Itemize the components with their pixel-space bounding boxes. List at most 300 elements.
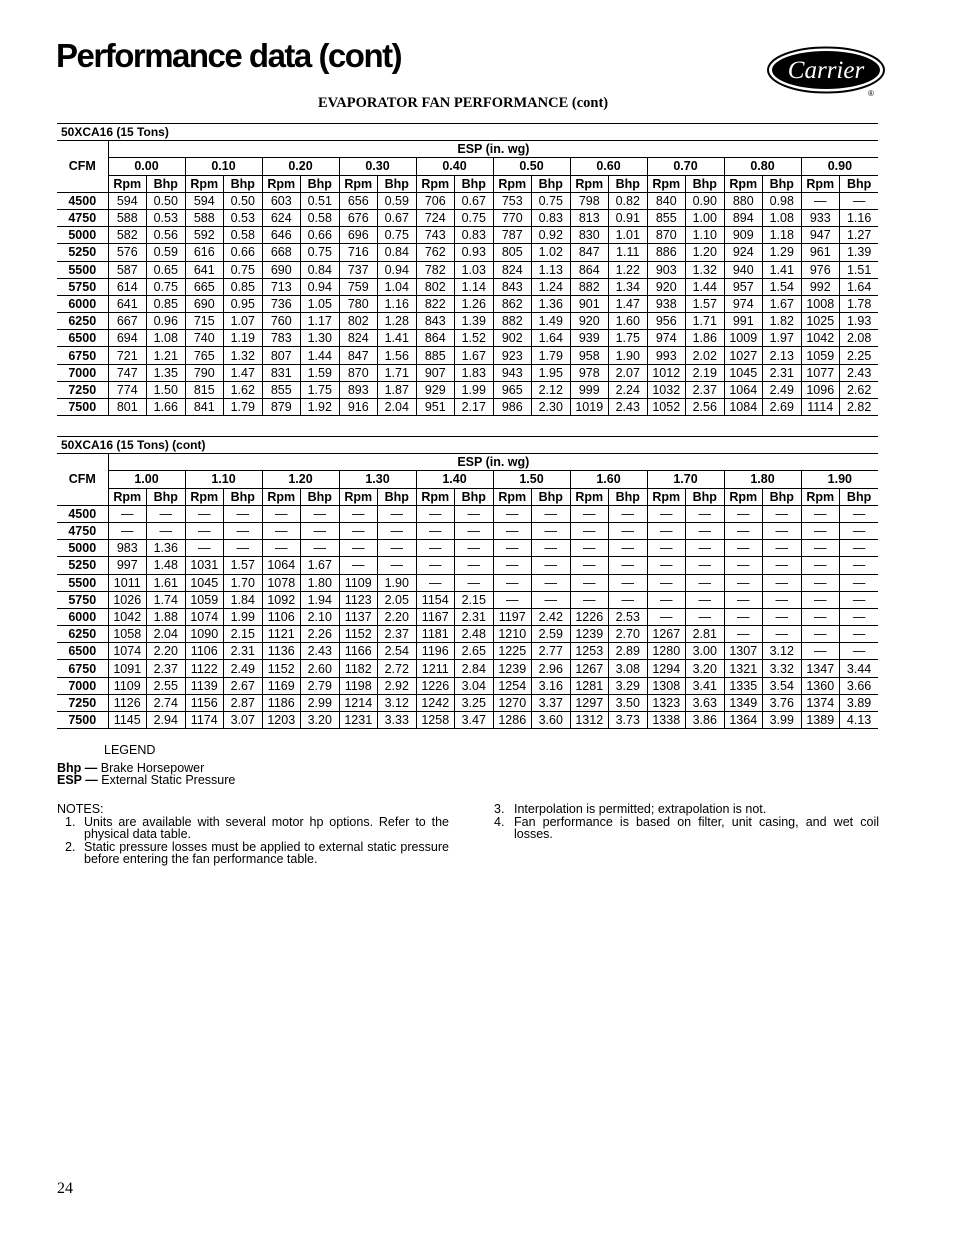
notes-column-right — [494, 803, 879, 841]
rpm-value: 907 — [416, 364, 455, 381]
rpm-value: 978 — [570, 364, 609, 381]
cfm-value: 7500 — [57, 399, 108, 416]
rpm-value: 594 — [185, 192, 224, 209]
bhp-value: — — [378, 505, 417, 522]
rpm-value: — — [416, 574, 455, 591]
rpm-value: 690 — [262, 261, 301, 278]
bhp-value: 0.75 — [378, 227, 417, 244]
bhp-value: 1.18 — [763, 227, 802, 244]
cfm-value: 4500 — [57, 505, 108, 522]
bhp-value: 1.01 — [609, 227, 648, 244]
bhp-value: 0.75 — [532, 192, 571, 209]
bhp-value: 1.26 — [455, 295, 494, 312]
bhp-value: 1.67 — [763, 295, 802, 312]
table-row — [57, 540, 878, 557]
rpm-value: — — [801, 574, 840, 591]
bhp-value: 2.31 — [224, 643, 263, 660]
cfm-value: 5000 — [57, 227, 108, 244]
bhp-value: 1.67 — [301, 557, 340, 574]
rpm-value: — — [724, 626, 763, 643]
rpm-value: 862 — [493, 295, 532, 312]
rpm-value: 1198 — [339, 677, 378, 694]
rpm-header: Rpm — [647, 488, 686, 505]
table-row — [57, 643, 878, 660]
notes-column-left — [57, 816, 449, 866]
rpm-value: 747 — [108, 364, 147, 381]
bhp-value: 2.26 — [301, 626, 340, 643]
rpm-value: — — [570, 557, 609, 574]
table-row — [57, 261, 878, 278]
rpm-value: 774 — [108, 381, 147, 398]
rpm-value: 1126 — [108, 694, 147, 711]
rpm-value: 588 — [185, 209, 224, 226]
bhp-value: 0.67 — [455, 192, 494, 209]
note-text: Units are available with several motor hp options. Refer to the physical data table. — [84, 814, 449, 841]
bhp-value: — — [455, 557, 494, 574]
rpm-value: 1214 — [339, 694, 378, 711]
bhp-value: — — [147, 522, 186, 539]
bhp-value: 1.86 — [686, 330, 725, 347]
rpm-value: 665 — [185, 278, 224, 295]
cfm-value: 5750 — [57, 591, 108, 608]
table-row — [57, 557, 878, 574]
rpm-value: 743 — [416, 227, 455, 244]
bhp-value: 1.57 — [686, 295, 725, 312]
rpm-value: 690 — [185, 295, 224, 312]
rpm-value: 1239 — [570, 626, 609, 643]
bhp-value: 3.33 — [378, 712, 417, 729]
rpm-value: — — [801, 557, 840, 574]
rpm-value: — — [647, 540, 686, 557]
rpm-value: — — [339, 540, 378, 557]
bhp-value: 1.00 — [686, 209, 725, 226]
bhp-value: — — [763, 574, 802, 591]
bhp-value: 1.04 — [378, 278, 417, 295]
rpm-value: 1042 — [108, 608, 147, 625]
rpm-value: 831 — [262, 364, 301, 381]
rpm-value: 1058 — [108, 626, 147, 643]
rpm-value: 1152 — [262, 660, 301, 677]
rpm-value: 847 — [339, 347, 378, 364]
bhp-value: 0.82 — [609, 192, 648, 209]
bhp-value: 0.85 — [147, 295, 186, 312]
bhp-value: 0.59 — [147, 244, 186, 261]
rpm-value: 1092 — [262, 591, 301, 608]
bhp-value: 1.95 — [532, 364, 571, 381]
rpm-value: — — [493, 574, 532, 591]
rpm-header: Rpm — [185, 488, 224, 505]
rpm-value: — — [647, 608, 686, 625]
rpm-value: 951 — [416, 399, 455, 416]
bhp-value: 3.00 — [686, 643, 725, 660]
rpm-value: 1106 — [262, 608, 301, 625]
rpm-value: 1009 — [724, 330, 763, 347]
fan-performance-table — [57, 123, 878, 416]
rpm-value: 1019 — [570, 399, 609, 416]
rpm-value: 965 — [493, 381, 532, 398]
rpm-value: 1323 — [647, 694, 686, 711]
bhp-value: 1.80 — [301, 574, 340, 591]
bhp-value: 2.07 — [609, 364, 648, 381]
bhp-value: 0.92 — [532, 227, 571, 244]
bhp-value: 1.66 — [147, 399, 186, 416]
rpm-value: 1064 — [724, 381, 763, 398]
bhp-value: 3.60 — [532, 712, 571, 729]
bhp-value: 0.59 — [378, 192, 417, 209]
rpm-value: 1253 — [570, 643, 609, 660]
rpm-value: 974 — [724, 295, 763, 312]
bhp-value: 2.15 — [455, 591, 494, 608]
table-label-row — [57, 437, 878, 454]
bhp-value: 1.36 — [147, 540, 186, 557]
bhp-header: Bhp — [224, 488, 263, 505]
bhp-value: 0.56 — [147, 227, 186, 244]
rpm-value: 737 — [339, 261, 378, 278]
bhp-value: 1.75 — [609, 330, 648, 347]
rpm-value: 1106 — [185, 643, 224, 660]
bhp-value: 0.83 — [532, 209, 571, 226]
esp-header: ESP (in. wg) — [108, 454, 878, 471]
bhp-value: 1.36 — [532, 295, 571, 312]
bhp-value: 1.03 — [455, 261, 494, 278]
bhp-value: — — [686, 608, 725, 625]
rpm-value: 1181 — [416, 626, 455, 643]
rpm-value: 841 — [185, 399, 224, 416]
rpm-value: 940 — [724, 261, 763, 278]
bhp-value: 0.83 — [455, 227, 494, 244]
note-number: 4. — [494, 814, 505, 829]
rpm-value: 1078 — [262, 574, 301, 591]
note-number: 2. — [65, 839, 76, 854]
rpm-value: 893 — [339, 381, 378, 398]
rpm-value: 783 — [262, 330, 301, 347]
rpm-value: 1186 — [262, 694, 301, 711]
esp-value: 1.30 — [339, 471, 416, 488]
bhp-value: — — [840, 574, 879, 591]
bhp-value: — — [301, 540, 340, 557]
rpm-value: 576 — [108, 244, 147, 261]
bhp-value: 2.04 — [147, 626, 186, 643]
bhp-value: 1.35 — [147, 364, 186, 381]
rpm-value: 667 — [108, 313, 147, 330]
bhp-value: 2.72 — [378, 660, 417, 677]
rpm-value: 924 — [724, 244, 763, 261]
rpm-value: 1281 — [570, 677, 609, 694]
note-item — [494, 816, 879, 841]
bhp-value: — — [609, 522, 648, 539]
esp-value: 0.60 — [570, 158, 647, 175]
bhp-value: 0.58 — [301, 209, 340, 226]
rpm-value: — — [262, 540, 301, 557]
rpm-value: 787 — [493, 227, 532, 244]
rpm-value: 894 — [724, 209, 763, 226]
rpm-value: — — [724, 608, 763, 625]
table-row — [57, 399, 878, 416]
rpm-value: 694 — [108, 330, 147, 347]
bhp-value: 0.58 — [224, 227, 263, 244]
rpm-value: — — [570, 540, 609, 557]
bhp-value: 3.50 — [609, 694, 648, 711]
rpm-value: 1011 — [108, 574, 147, 591]
rpm-value: — — [570, 574, 609, 591]
rpm-header: Rpm — [108, 488, 147, 505]
esp-header-row — [57, 454, 878, 471]
notes-title: NOTES: — [57, 802, 104, 816]
cfm-value: 5250 — [57, 557, 108, 574]
bhp-value: — — [532, 522, 571, 539]
bhp-value: — — [532, 574, 571, 591]
rpm-value: 587 — [108, 261, 147, 278]
rpm-value: 759 — [339, 278, 378, 295]
rpm-value: 1349 — [724, 694, 763, 711]
bhp-value: 1.57 — [224, 557, 263, 574]
cfm-value: 6750 — [57, 347, 108, 364]
rpm-value: 1182 — [339, 660, 378, 677]
rpm-value: 933 — [801, 209, 840, 226]
rpm-value: 1090 — [185, 626, 224, 643]
rpm-value: 676 — [339, 209, 378, 226]
bhp-value: 0.75 — [224, 261, 263, 278]
rpm-value: 1139 — [185, 677, 224, 694]
rpm-value: 646 — [262, 227, 301, 244]
bhp-value: 3.12 — [763, 643, 802, 660]
rpm-value: 1145 — [108, 712, 147, 729]
rpm-value: 1242 — [416, 694, 455, 711]
bhp-value: 1.34 — [609, 278, 648, 295]
rpm-value: 753 — [493, 192, 532, 209]
bhp-value: — — [763, 522, 802, 539]
rpm-value: — — [339, 522, 378, 539]
bhp-header: Bhp — [686, 175, 725, 192]
bhp-value: — — [763, 608, 802, 625]
esp-value: 0.20 — [262, 158, 339, 175]
bhp-value: 3.37 — [532, 694, 571, 711]
rpm-value: 864 — [570, 261, 609, 278]
rpm-value: — — [801, 643, 840, 660]
bhp-value: 3.89 — [840, 694, 879, 711]
rpm-value: 920 — [570, 313, 609, 330]
cfm-value: 5250 — [57, 244, 108, 261]
bhp-value: — — [378, 557, 417, 574]
bhp-value: 3.76 — [763, 694, 802, 711]
bhp-value: 1.16 — [378, 295, 417, 312]
bhp-value: 2.15 — [224, 626, 263, 643]
rpm-value: 614 — [108, 278, 147, 295]
bhp-value: 0.94 — [378, 261, 417, 278]
rpm-value: 992 — [801, 278, 840, 295]
rpm-value: — — [570, 522, 609, 539]
rpm-value: — — [647, 522, 686, 539]
bhp-value: — — [763, 557, 802, 574]
bhp-value: 2.25 — [840, 347, 879, 364]
rpm-value: 991 — [724, 313, 763, 330]
bhp-value: 1.52 — [455, 330, 494, 347]
rpm-value: 641 — [108, 295, 147, 312]
bhp-value: 0.53 — [147, 209, 186, 226]
rpm-value: 993 — [647, 347, 686, 364]
bhp-value: 1.62 — [224, 381, 263, 398]
rpm-value: 1156 — [185, 694, 224, 711]
cfm-value: 6250 — [57, 626, 108, 643]
page-number: 24 — [57, 1180, 73, 1197]
rpm-value: 1026 — [108, 591, 147, 608]
rpm-value: 668 — [262, 244, 301, 261]
note-text: Static pressure losses must be applied to external static pressure before entering the fan performance table. — [84, 839, 449, 866]
bhp-value: 1.70 — [224, 574, 263, 591]
bhp-value: 0.67 — [378, 209, 417, 226]
rpm-value: 1169 — [262, 677, 301, 694]
bhp-value: 1.32 — [686, 261, 725, 278]
rpm-value: 947 — [801, 227, 840, 244]
rpm-value: 1031 — [185, 557, 224, 574]
rpm-header: Rpm — [570, 488, 609, 505]
cfm-value: 6750 — [57, 660, 108, 677]
bhp-value: 3.47 — [455, 712, 494, 729]
rpm-value: 1231 — [339, 712, 378, 729]
bhp-value: 2.24 — [609, 381, 648, 398]
rpm-value: 805 — [493, 244, 532, 261]
bhp-value: 2.56 — [686, 399, 725, 416]
bhp-value: 2.77 — [532, 643, 571, 660]
esp-values-row — [57, 471, 878, 488]
rpm-value: — — [724, 591, 763, 608]
rpm-value: 843 — [493, 278, 532, 295]
bhp-value: — — [455, 522, 494, 539]
bhp-value: — — [609, 505, 648, 522]
esp-value: 0.80 — [724, 158, 801, 175]
bhp-value: — — [378, 522, 417, 539]
legend-text: Brake Horsepower — [100, 761, 205, 775]
bhp-value: 0.75 — [455, 209, 494, 226]
rpm-value: 1012 — [647, 364, 686, 381]
rpm-value: 801 — [108, 399, 147, 416]
rpm-value: — — [493, 522, 532, 539]
rpm-value: 1045 — [724, 364, 763, 381]
bhp-value: 3.44 — [840, 660, 879, 677]
bhp-value: — — [840, 591, 879, 608]
rpm-value: 802 — [416, 278, 455, 295]
bhp-value: 1.51 — [840, 261, 879, 278]
bhp-value: 1.19 — [224, 330, 263, 347]
rpm-value: 957 — [724, 278, 763, 295]
bhp-value: — — [763, 626, 802, 643]
bhp-value: 1.56 — [378, 347, 417, 364]
cfm-value: 4750 — [57, 209, 108, 226]
esp-value: 0.00 — [108, 158, 185, 175]
table-row — [57, 330, 878, 347]
table-row — [57, 712, 878, 729]
rpm-value: — — [185, 505, 224, 522]
bhp-value: 1.29 — [763, 244, 802, 261]
bhp-value: — — [301, 505, 340, 522]
rpm-value: — — [416, 557, 455, 574]
table-label-row — [57, 124, 878, 141]
rpm-value: 1338 — [647, 712, 686, 729]
bhp-value: 0.75 — [301, 244, 340, 261]
rpm-header: Rpm — [570, 175, 609, 192]
bhp-value: — — [532, 540, 571, 557]
bhp-value: — — [840, 557, 879, 574]
table-row — [57, 608, 878, 625]
rpm-value: 1032 — [647, 381, 686, 398]
rpm-value: 765 — [185, 347, 224, 364]
bhp-value: 2.89 — [609, 643, 648, 660]
rpm-value: 855 — [647, 209, 686, 226]
rpm-value: 656 — [339, 192, 378, 209]
bhp-value: 2.37 — [378, 626, 417, 643]
rpm-value: 762 — [416, 244, 455, 261]
table-row — [57, 522, 878, 539]
rpm-value: 1280 — [647, 643, 686, 660]
bhp-value: 2.08 — [840, 330, 879, 347]
bhp-value: 0.50 — [147, 192, 186, 209]
rpm-value: 1091 — [108, 660, 147, 677]
bhp-value: 0.65 — [147, 261, 186, 278]
bhp-value: 2.65 — [455, 643, 494, 660]
bhp-value: 3.25 — [455, 694, 494, 711]
rpm-value: 594 — [108, 192, 147, 209]
cfm-value: 7250 — [57, 694, 108, 711]
bhp-value: — — [455, 505, 494, 522]
rpm-value: 902 — [493, 330, 532, 347]
bhp-value: 1.10 — [686, 227, 725, 244]
bhp-value: 0.75 — [147, 278, 186, 295]
bhp-value: 1.60 — [609, 313, 648, 330]
rpm-value: 1335 — [724, 677, 763, 694]
bhp-value: 1.49 — [532, 313, 571, 330]
legend-abbr: ESP — — [57, 773, 98, 787]
cfm-value: 6500 — [57, 643, 108, 660]
legend-text: External Static Pressure — [101, 773, 236, 787]
bhp-value: — — [686, 591, 725, 608]
esp-value: 0.90 — [801, 158, 878, 175]
esp-values-row — [57, 158, 878, 175]
bhp-value: 1.99 — [224, 608, 263, 625]
bhp-header: Bhp — [609, 175, 648, 192]
bhp-value: 0.84 — [301, 261, 340, 278]
rpm-value: 1008 — [801, 295, 840, 312]
bhp-header: Bhp — [378, 175, 417, 192]
rpm-value: — — [801, 540, 840, 557]
rpm-value: 770 — [493, 209, 532, 226]
rpm-header: Rpm — [647, 175, 686, 192]
bhp-value: 1.64 — [840, 278, 879, 295]
rpm-value: 1123 — [339, 591, 378, 608]
bhp-value: 1.20 — [686, 244, 725, 261]
bhp-value: 1.71 — [378, 364, 417, 381]
rpm-value: 864 — [416, 330, 455, 347]
rpm-value: 1166 — [339, 643, 378, 660]
rpm-value: 1121 — [262, 626, 301, 643]
table-label: 50XCA16 (15 Tons) (cont) — [57, 437, 878, 454]
bhp-value: 2.13 — [763, 347, 802, 364]
bhp-value: — — [763, 591, 802, 608]
rpm-value: — — [801, 608, 840, 625]
rpm-value: 958 — [570, 347, 609, 364]
rpm-value: 715 — [185, 313, 224, 330]
bhp-value: — — [224, 505, 263, 522]
rpm-value: 1059 — [801, 347, 840, 364]
rpm-value: — — [724, 557, 763, 574]
rpm-value: 916 — [339, 399, 378, 416]
bhp-value: 1.88 — [147, 608, 186, 625]
rpm-value: 1114 — [801, 399, 840, 416]
bhp-value: 0.53 — [224, 209, 263, 226]
bhp-value: 0.66 — [301, 227, 340, 244]
bhp-value: — — [455, 540, 494, 557]
bhp-value: 1.67 — [455, 347, 494, 364]
rpm-value: 885 — [416, 347, 455, 364]
